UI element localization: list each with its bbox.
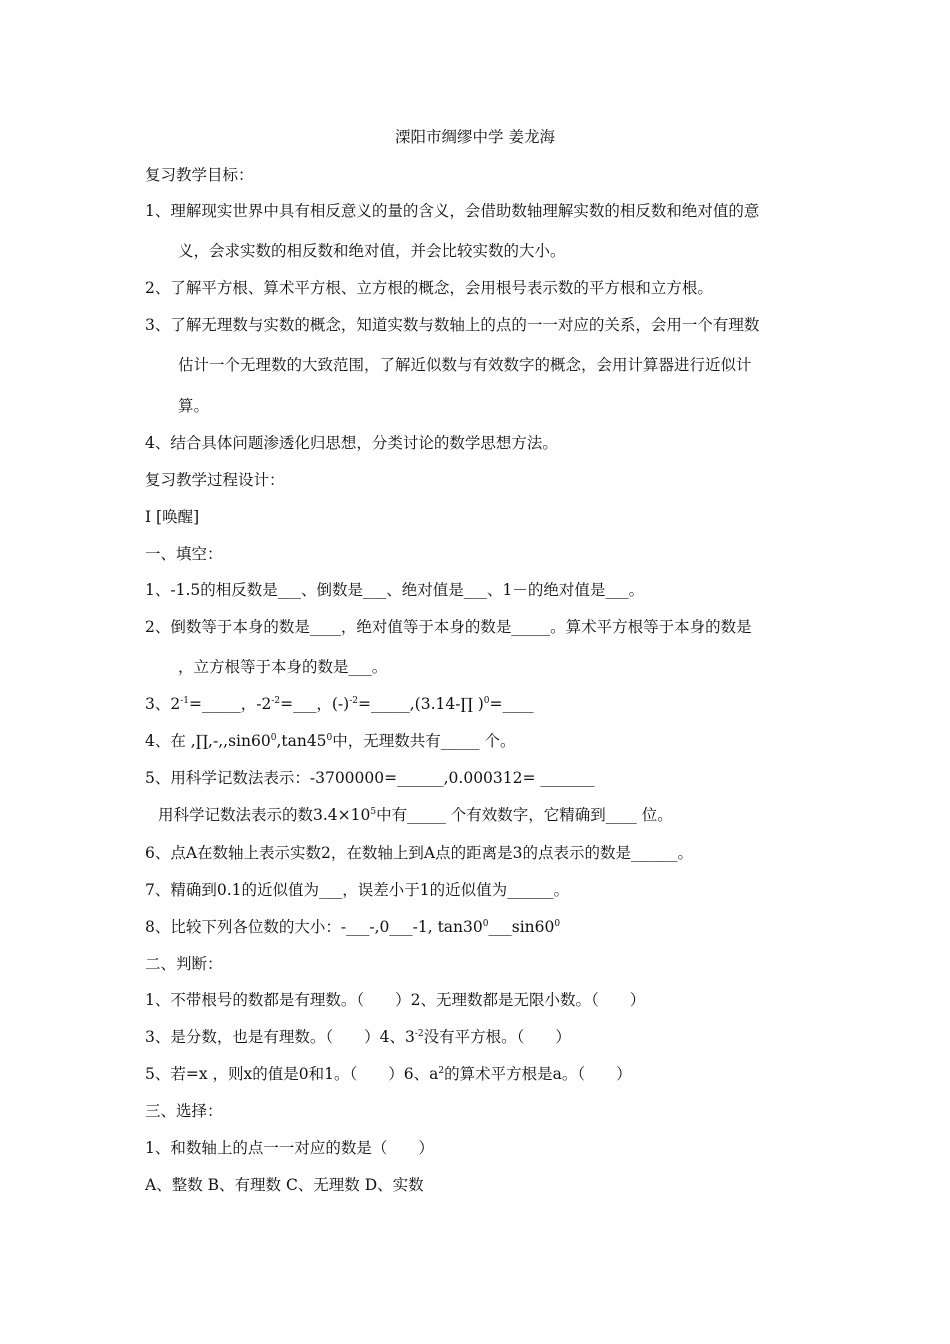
question-2-line-1: 2、倒数等于本身的数是____，绝对值等于本身的数是_____。算术平方根等于本身的数是 bbox=[145, 618, 752, 636]
choice-options: A、整数 B、有理数 C、无理数 D、实数 bbox=[145, 1176, 424, 1194]
goal-2: 2、了解平方根、算术平方根、立方根的概念，会用根号表示数的平方根和立方根。 bbox=[145, 279, 713, 297]
question-7: 7、精确到0.1的近似值为___，误差小于1的近似值为______。 bbox=[145, 881, 570, 899]
goal-3-line-3: 算。 bbox=[178, 397, 210, 415]
question-5-line-1: 5、用科学记数法表示：-3700000=______,0.000312= _______ bbox=[145, 769, 595, 787]
section-fill-blank: 一、填空： bbox=[145, 545, 223, 563]
judge-row-3: 5、若=x ，则x的值是0和1。（ ）6、$a^2$的算术平方根是a。（ ） bbox=[145, 1065, 632, 1083]
process-heading: 复习教学过程设计： bbox=[145, 471, 285, 489]
stage-label: Ⅰ [唤醒] bbox=[145, 508, 200, 526]
page-title: 溧阳市绸缪中学 姜龙海 bbox=[395, 128, 555, 146]
question-2-line-2: ，立方根等于本身的数是___。 bbox=[178, 658, 388, 676]
goal-3-line-2: 估计一个无理数的大致范围，了解近似数与有效数字的概念，会用计算器进行近似计 bbox=[178, 356, 752, 374]
question-5-line-2: 用科学记数法表示的数$3.4\times 10^5$中有_____ 个有效数字，它精确到____ 位。 bbox=[158, 806, 673, 824]
goals-heading: 复习教学目标： bbox=[145, 166, 254, 184]
question-8: 8、比较下列各位数的大小：-___-,0___-1, $\tan 30^0\_\_\_\sin 60^0$ bbox=[145, 918, 561, 936]
choice-question-1: 1、和数轴上的点一一对应的数是（ ） bbox=[145, 1139, 434, 1157]
section-choice: 三、选择： bbox=[145, 1102, 223, 1120]
judge-row-2: 3、是分数，也是有理数。（ ）4、$3^{-2}$没有平方根。（ ） bbox=[145, 1028, 571, 1046]
question-6: 6、点A在数轴上表示实数2，在数轴上到A点的距离是3的点表示的数是______。 bbox=[145, 844, 693, 862]
goal-1-line-2: 义，会求实数的相反数和绝对值，并会比较实数的大小。 bbox=[178, 242, 566, 260]
question-3: 3、$2^{-1}=\_\_\_\_\_$，$-2^{-2}=\_\_\_$，$(-)^{-2}=\_\_\_\_\_,(3.14-\prod$ )$^0$=____ bbox=[145, 695, 534, 713]
goal-3-line-1: 3、了解无理数与实数的概念，知道实数与数轴上的点的一一对应的关系，会用一个有理数 bbox=[145, 316, 760, 334]
goal-4: 4、结合具体问题渗透化归思想，分类讨论的数学思想方法。 bbox=[145, 434, 558, 452]
judge-row-1: 1、不带根号的数都是有理数。（ ）2、无理数都是无限小数。（ ） bbox=[145, 991, 646, 1009]
question-1: 1、-1.5的相反数是___、倒数是___、绝对值是___、1－的绝对值是___。 bbox=[145, 581, 645, 599]
section-judge: 二、判断： bbox=[145, 955, 223, 973]
question-4: 4、在 $,\prod,-,,\sin 60^0,\tan 45^0$中，无理数共有_____ 个。 bbox=[145, 732, 516, 750]
goal-1-line-1: 1、理解现实世界中具有相反意义的量的含义，会借助数轴理解实数的相反数和绝对值的意 bbox=[145, 202, 760, 220]
